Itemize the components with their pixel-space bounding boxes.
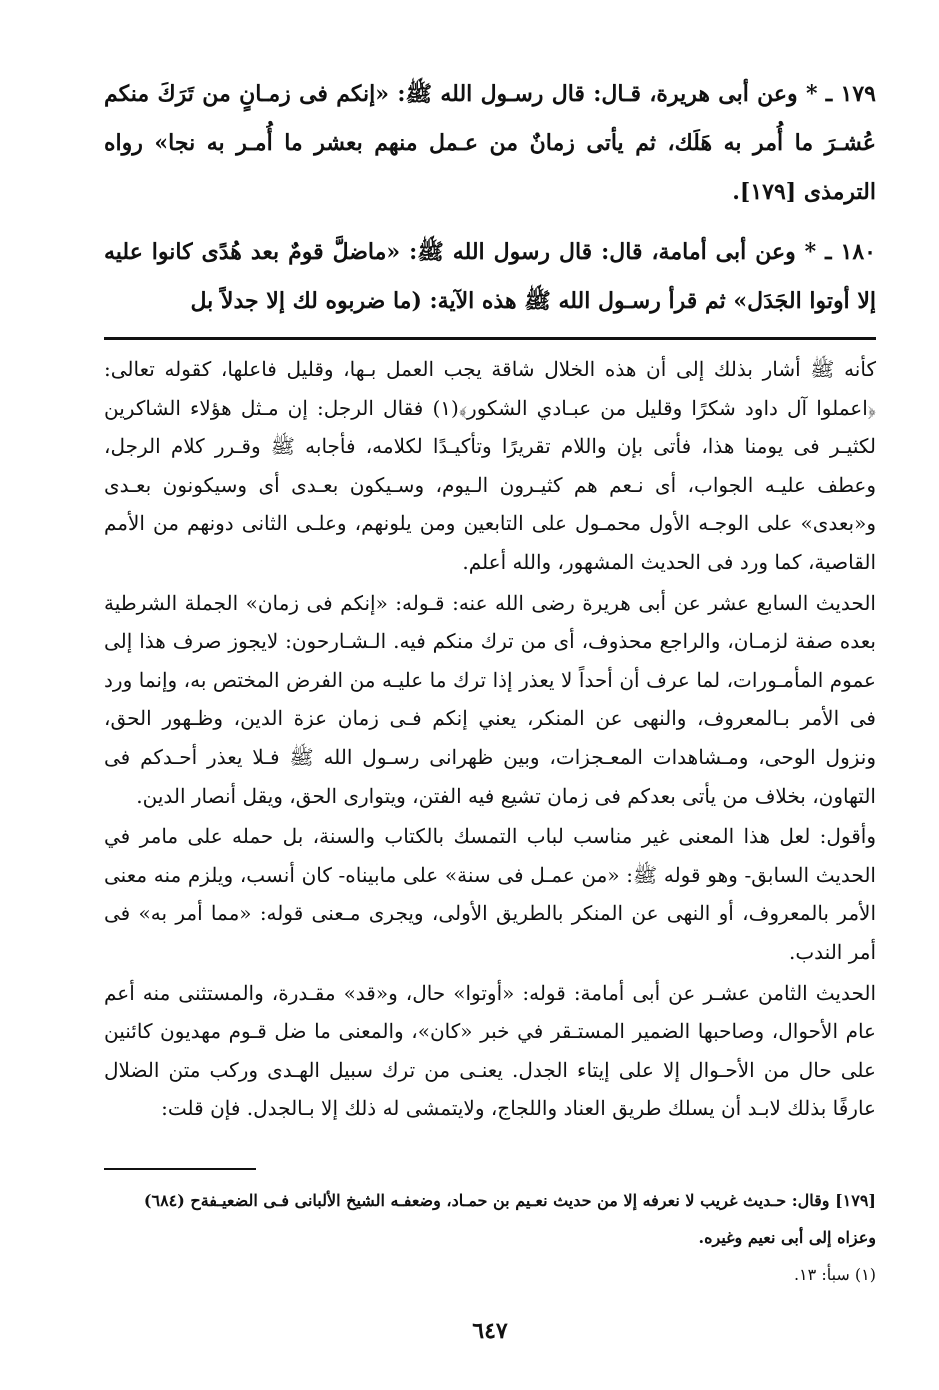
separator-line: [104, 337, 876, 340]
hadith-179: ١٧٩ ـ * وعن أبى هريرة، قـال: قال رسـول الله ﷺ: «إنكم فى زمـانٍ من تَرَكَ منكم عُشـرَ ما أُمر به هَلَك، ثم يأتى زمانٌ من عـمل منهم بعشر ما أُمـر به نجا» رواه الترمذى [١٧٩].: [104, 81, 876, 205]
commentary: [104, 350, 876, 1128]
page-number: ٦٤٧: [472, 1318, 508, 1344]
commentary-paragraph: الحديث الثامن عشـر عن أبى أمامة: قوله: «أوتوا» حال، و«قد» مقـدرة، والمستثنى منه أعم عام الأحوال، وصاحبها الضمير المستـقر في خبر «كان»، والمعنى ما ضل قـوم مهديون كائنين على حال من الأحـوال إلا على إيتاء الجدل. يعنـى من ترك سبيل الهـدى وركب متن الضلال عارفًا بذلك لابـد أن يسلك طريق العناد واللجاج، ولايتمشى له ذلك إلا بـالجدل. فإن قلت:: [104, 980, 877, 1121]
footnote-separator: [104, 1168, 256, 1170]
page-body: [104, 70, 877, 1344]
footnote-179: [١٧٩] وقال: حـديث غريب لا نعرفه إلا من حديث نعـيم بن حمـاد، وضعفـه الشيخ الألبانى فـى الضعيـفةح (٦٨٤) وعزاه إلى أبى نعيم وغيره.: [143, 1191, 876, 1247]
hadith-180: ١٨٠ ـ * وعن أبى أمامة، قال: قال رسول الله ﷺ: «ماضلَّ قومٌ بعد هُدًى كانوا عليه إلا أوتوا الجَدَل» ثم قرأ رسـول الله ﷺ هذه الآية: (ما ضربوه لك إلا جدلاً بل: [104, 239, 876, 314]
footnotes: [104, 1182, 876, 1293]
footnote-1: (١) سبأ: ١٣.: [793, 1265, 876, 1284]
commentary-paragraph: وأقول: لعل هذا المعنى غير مناسب لباب التمسك بالكتاب والسنة، بل حمله على مامر في الحديث السابق- وهو قوله ﷺ: «من عمـل فى سنة» على مابيناه- كان أنسب، ويلزم منه معنى الأمر بالمعروف، أو النهى عن المنكر بالطريق الأولى، ويجرى مـعنى قوله: «مما أمر به» فى أمر الندب.: [104, 824, 876, 964]
commentary-paragraph: كأنه ﷺ أشار بذلك إلى أن هذه الخلال شاقة يجب العمل بـها، وقليل فاعلها، كقوله تعالى: ﴿اعملوا آل داود شكرًا وقليل من عبـادي الشكور﴾(١) فقال الرجل: إن مـثل هؤلاء الشاكرين لكثيـر فى يومنا هذا، فأتى بإن واللام تقريرًا وتأكيـدًا لكلامه، فأجابه ﷺ وقـرر كلام الرجل، وعطف عليـه الجواب، أى نـعم هم كثيـرون الـيوم، وسـيكون بعـدى أى وسيكونون بعـدى و«بعدى» على الوجـه الأول محمـول على التابعين ومن يلونهم، وعلـى الثانى دونهم من الأمم القاصية، كما ورد فى الحديث المشهور، والله أعلم.: [104, 357, 877, 574]
commentary-paragraph: الحديث السابع عشر عن أبى هريرة رضى الله عنه: قـوله: «إنكم فى زمان» الجملة الشرطية بعده صفة لزمـان، والراجع محذوف، أى من ترك منكم فيه. الـشـارحون: لايجوز صرف هذا إلى عموم المأمـورات، لما عرف أن أحداً لا يعذر إذا ترك ما عليـه من الفرض المختص به، وإنما ورد فى الأمر بـالمعروف، والنهى عن المنكر، يعني إنكم فـى زمان عزة الدين، وظـهور الحق، ونزول الوحى، ومـشاهدات المعـجزات، وبين ظهرانى رسـول الله ﷺ فـلا يعذر أحـدكم فى التهاون، بخلاف من يأتى بعدكم فى زمان تشيع فيه الفتن، ويتوارى الحق، ويقل أنصار الدين.: [104, 590, 876, 808]
